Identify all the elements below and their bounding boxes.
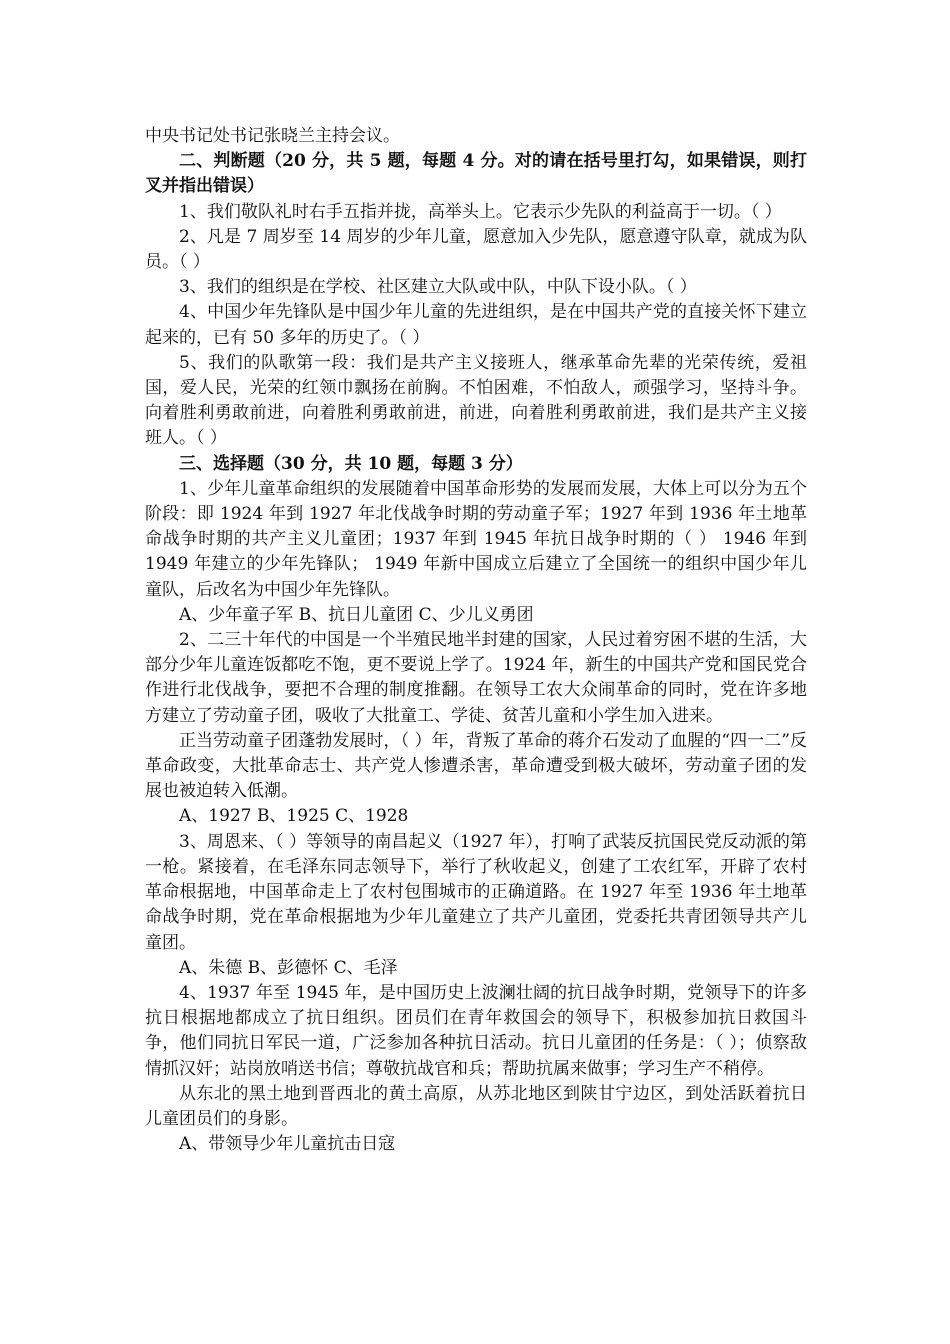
question-mc-2-continued: 正当劳动童子团蓬勃发展时，（ ）年，背叛了革命的蒋介石发动了血腥的“四一二”反革命政变，大批革命志士、共产党人惨遭杀害，革命遭受到极大破坏，劳动童子团的发展也被迫转入低潮。 (145, 730, 807, 802)
question-mc-2-options: A、1927 B、1925 C、1928 (179, 806, 409, 827)
question-mc-3-options: A、朱德 B、彭德怀 C、毛泽 (179, 957, 398, 978)
question-tf-3: 3、我们的组织是在学校、社区建立大队或中队，中队下设小队。（ ） (179, 277, 697, 298)
question-mc-4-continued: 从东北的黑土地到晋西北的黄土高原，从苏北地区到陕甘宁边区，到处活跃着抗日儿童团员们的身影。 (145, 1083, 807, 1129)
question-mc-2: 2、二三十年代的中国是一个半殖民地半封建的国家，人民过着穷困不堪的生活，大部分少年儿童连饭都吃不饱，更不要说上学了。1924 年，新生的中国共产党和国民党合作进行北伐战争，要把不合理的制度推翻。在领导工农大众闹革命的同时，党在许多地方建立了劳动童子团，吸收了大批童工、学徒、贫苦儿童和小学生加入进来。 (145, 630, 807, 726)
section-heading-true-false: 二、判断题（20 分，共 5 题，每题 4 分。对的请在括号里打勾，如果错误，则打叉并指出错误） (145, 151, 807, 197)
question-tf-5: 5、我们的队歌第一段：我们是共产主义接班人，继承革命先辈的光荣传统，爱祖国，爱人民，光荣的红领巾飘扬在前胸。不怕困难，不怕敌人，顽强学习，坚持斗争。向着胜利勇敢前进，向着胜利勇敢前进，前进，向着胜利勇敢前进，我们是共产主义接班人。（ ） (145, 352, 807, 449)
question-mc-3: 3、周恩来、（ ）等领导的南昌起义（1927 年），打响了武装反抗国民党反动派的第一枪。紧接着，在毛泽东同志领导下，举行了秋收起义，创建了工农红军，开辟了农村革命根据地，中国革命走上了农村包围城市的正确道路。在 1927 年至 1936 年土地革命战争时期，党在革命根据地为少年儿童建立了共产儿童团，党委托共青团领导共产儿童团。 (145, 831, 807, 953)
question-mc-1-options: A、少年童子军 B、抗日儿童团 C、少儿义勇团 (179, 604, 534, 625)
question-tf-2: 2、凡是 7 周岁至 14 周岁的少年儿童，愿意加入少先队，愿意遵守队章，就成为队员。（ ） (145, 226, 807, 273)
question-tf-4: 4、中国少年先锋队是中国少年儿童的先进组织，是在中国共产党的直接关怀下建立起来的，已有 50 多年的历史了。（ ） (145, 302, 807, 348)
question-mc-1: 1、少年儿童革命组织的发展随着中国革命形势的发展而发展，大体上可以分为五个阶段：即 1924 年到 1927 年北伐战争时期的劳动童子军；1927 年到 1936 年土地革命战争时期的共产主义儿童团；1937 年到 1945 年抗日战争时期的（ ） 1946 年到 1949 年建立的少年先锋队； 1949 年新中国成立后建立了全国统一的组织中国少年儿童队，后改名为中国少年先锋队。 (145, 478, 807, 600)
document-body (145, 124, 807, 1157)
question-mc-4-option-a: A、带领导少年儿童抗击日寇 (179, 1134, 396, 1155)
question-mc-4: 4、1937 年至 1945 年，是中国历史上波澜壮阔的抗日战争时期，党领导下的许多抗日根据地都成立了抗日组织。团员们在青年救国会的领导下，积极参加抗日救国斗争，他们同抗日军民一道，广泛参加各种抗日活动。抗日儿童团的任务是：（ ）；侦察敌情抓汉奸；站岗放哨送书信；尊敬抗战官和兵；帮助抗属来做事；学习生产不稍停。 (145, 982, 807, 1079)
paragraph-meeting-host: 中央书记处书记张晓兰主持会议。 (145, 126, 400, 146)
section-heading-multiple-choice: 三、选择题（30 分，共 10 题，每题 3 分） (179, 453, 523, 474)
question-tf-1: 1、我们敬队礼时右手五指并拢，高举头上。它表示少先队的利益高于一切。（ ） (179, 201, 782, 222)
